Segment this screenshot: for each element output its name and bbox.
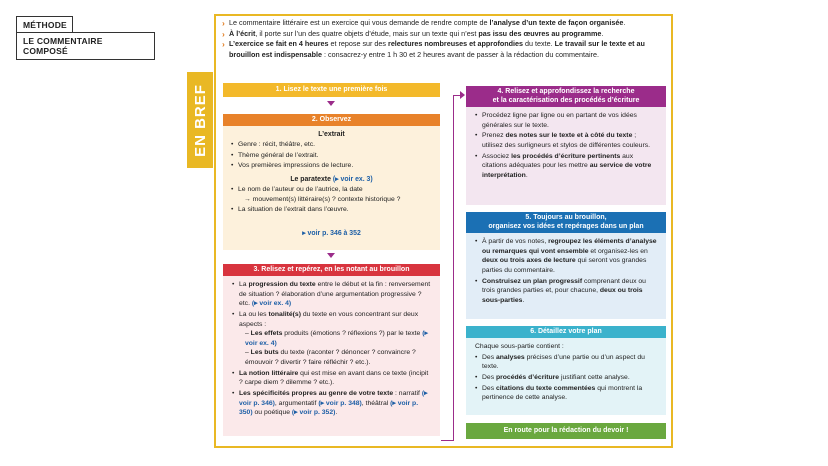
arrow-down-icon: [327, 101, 335, 106]
list-item: • Le nom de l’auteur ou de l’autrice, la date → mouvement(s) littéraire(s) ? contexte historique ?: [231, 185, 432, 204]
see-exercise-4-link[interactable]: (▸ voir ex. 4): [245, 330, 428, 347]
intro-paragraph-1: › Le commentaire littéraire est un exercice qui vous demande de rendre compte de l’analyse d’un texte de façon organisée.: [222, 18, 667, 29]
step-4-header: 4. Relisez et approfondissez la recherche et la caractérisation des procédés d’écriture: [466, 86, 666, 107]
list-item: • La notion littéraire qui est mise en avant dans ce texte (incipit ? carpe diem ? dilemme ? etc.).: [232, 369, 431, 388]
step-3-body: [223, 276, 440, 436]
see-exercise-4-link[interactable]: (▸ voir ex. 4): [251, 300, 292, 308]
see-page-352-link[interactable]: (▸ voir p. 352): [291, 409, 336, 417]
list-item: • La progression du texte entre le début et la fin : renversement de situation ? élaboration d’une argumentation progressive ? etc. (▸ voir ex. 4): [232, 280, 431, 309]
list-item: • Des citations du texte commentées qui montrent la pertinence de cette analyse.: [475, 384, 657, 403]
step-2-header: 2. Observez: [223, 114, 440, 126]
step-7-banner: En route pour la rédaction du devoir !: [466, 423, 666, 439]
step-5-list: [475, 237, 657, 305]
list-item: • Vos premières impressions de lecture.: [231, 161, 432, 171]
see-page-350-link[interactable]: (▸ voir p. 350): [239, 399, 419, 417]
step-4-list: [475, 111, 657, 180]
step-6-list: [475, 353, 657, 403]
list-item: • Les spécificités propres au genre de votre texte : narratif (▸ voir p. 346), argumentatif (▸ voir p. 348), théâtral (▸ voir p. 350) ou poétique (▸ voir p. 352).: [232, 389, 431, 418]
extrait-list: [231, 140, 432, 171]
intro-paragraph-3: › L’exercice se fait en 4 heures et repose sur des relectures nombreuses et approfondies du texte. Le travail sur le texte et au brouillon est indispensable : consacrez-y entre 1 h 30 et 2 heures avant de passer à la rédaction du commentaire.: [222, 39, 667, 60]
step-6-lead: Chaque sous-partie contient :: [475, 343, 564, 350]
list-item: • Construisez un plan progressif comprenant deux ou trois grandes parties et, pour chacune, deux ou trois sous-parties.: [475, 277, 657, 306]
list-item: • Procédez ligne par ligne ou en partant de vos idées générales sur le texte.: [475, 111, 657, 130]
arrow-down-icon: [327, 253, 335, 258]
step-3-list: [232, 280, 431, 418]
arrow-right-icon: [460, 91, 465, 99]
step-4-body: [466, 107, 666, 205]
list-item: • Thème général de l’extrait.: [231, 151, 432, 161]
step-1-header: 1. Lisez le texte une première fois: [223, 83, 440, 97]
list-item: • Des procédés d’écriture justifiant cette analyse.: [475, 373, 657, 383]
en-bref-label: EN BREF: [187, 72, 213, 168]
paratexte-title: Le paratexte (▸ voir ex. 3): [290, 175, 373, 183]
method-tag: MÉTHODE: [16, 16, 73, 34]
see-exercise-3-link[interactable]: (▸ voir ex. 3): [332, 175, 373, 183]
step-6-body: [466, 338, 666, 415]
step-5-header: 5. Toujours au brouillon, organisez vos idées et repérages dans un plan: [466, 212, 666, 233]
connector-line: [441, 440, 454, 441]
step-3-header: 3. Relisez et repérez, en les notant au brouillon: [223, 264, 440, 276]
step-5-body: [466, 233, 666, 319]
connector-line: [453, 95, 454, 441]
list-item: • À partir de vos notes, regroupez les éléments d’analyse ou remarques qui vont ensemble et organisez-les en deux ou trois axes de lecture qui seront vos grandes parties du commentaire.: [475, 237, 657, 276]
list-item: • Genre : récit, théâtre, etc.: [231, 140, 432, 150]
list-item: • Prenez des notes sur le texte et à côté du texte ; utilisez des surligneurs et stylos de différentes couleurs.: [475, 131, 657, 150]
see-page-346-link[interactable]: (▸ voir p. 346): [239, 390, 428, 407]
paratexte-list: [231, 185, 432, 215]
list-item: • La situation de l’extrait dans l’œuvre.: [231, 205, 432, 215]
list-item: • La ou les tonalité(s) du texte en vous concentrant sur deux aspects : – Les effets produits (émotions ? réflexions ?) par le texte (▸ voir ex. 4) – Les buts du texte (raconter ? dénoncer ? convaincre ? émouvoir ? divertir ? faire réfléchir ? etc.).: [232, 310, 431, 368]
list-item: • Des analyses précises d’une partie ou d’un aspect du texte.: [475, 353, 657, 372]
intro-paragraph-2: › À l’écrit, il porte sur l’un des quatre objets d’étude, mais sur un texte qui n’est pas issu des œuvres au programme.: [222, 29, 667, 40]
step-6-header: 6. Détaillez votre plan: [466, 326, 666, 338]
extrait-title: L’extrait: [318, 131, 345, 138]
step-2-body: [223, 126, 440, 250]
topic-tag: LE COMMENTAIRE COMPOSÉ: [16, 32, 155, 60]
see-page-348-link[interactable]: (▸ voir p. 348): [318, 399, 362, 407]
intro-text: [222, 18, 667, 61]
list-item: • Associez les procédés d’écriture pertinents aux citations adéquates pour les mettre au service de votre interprétation.: [475, 152, 657, 181]
see-pages-link[interactable]: ▸ voir p. 346 à 352: [302, 229, 361, 237]
